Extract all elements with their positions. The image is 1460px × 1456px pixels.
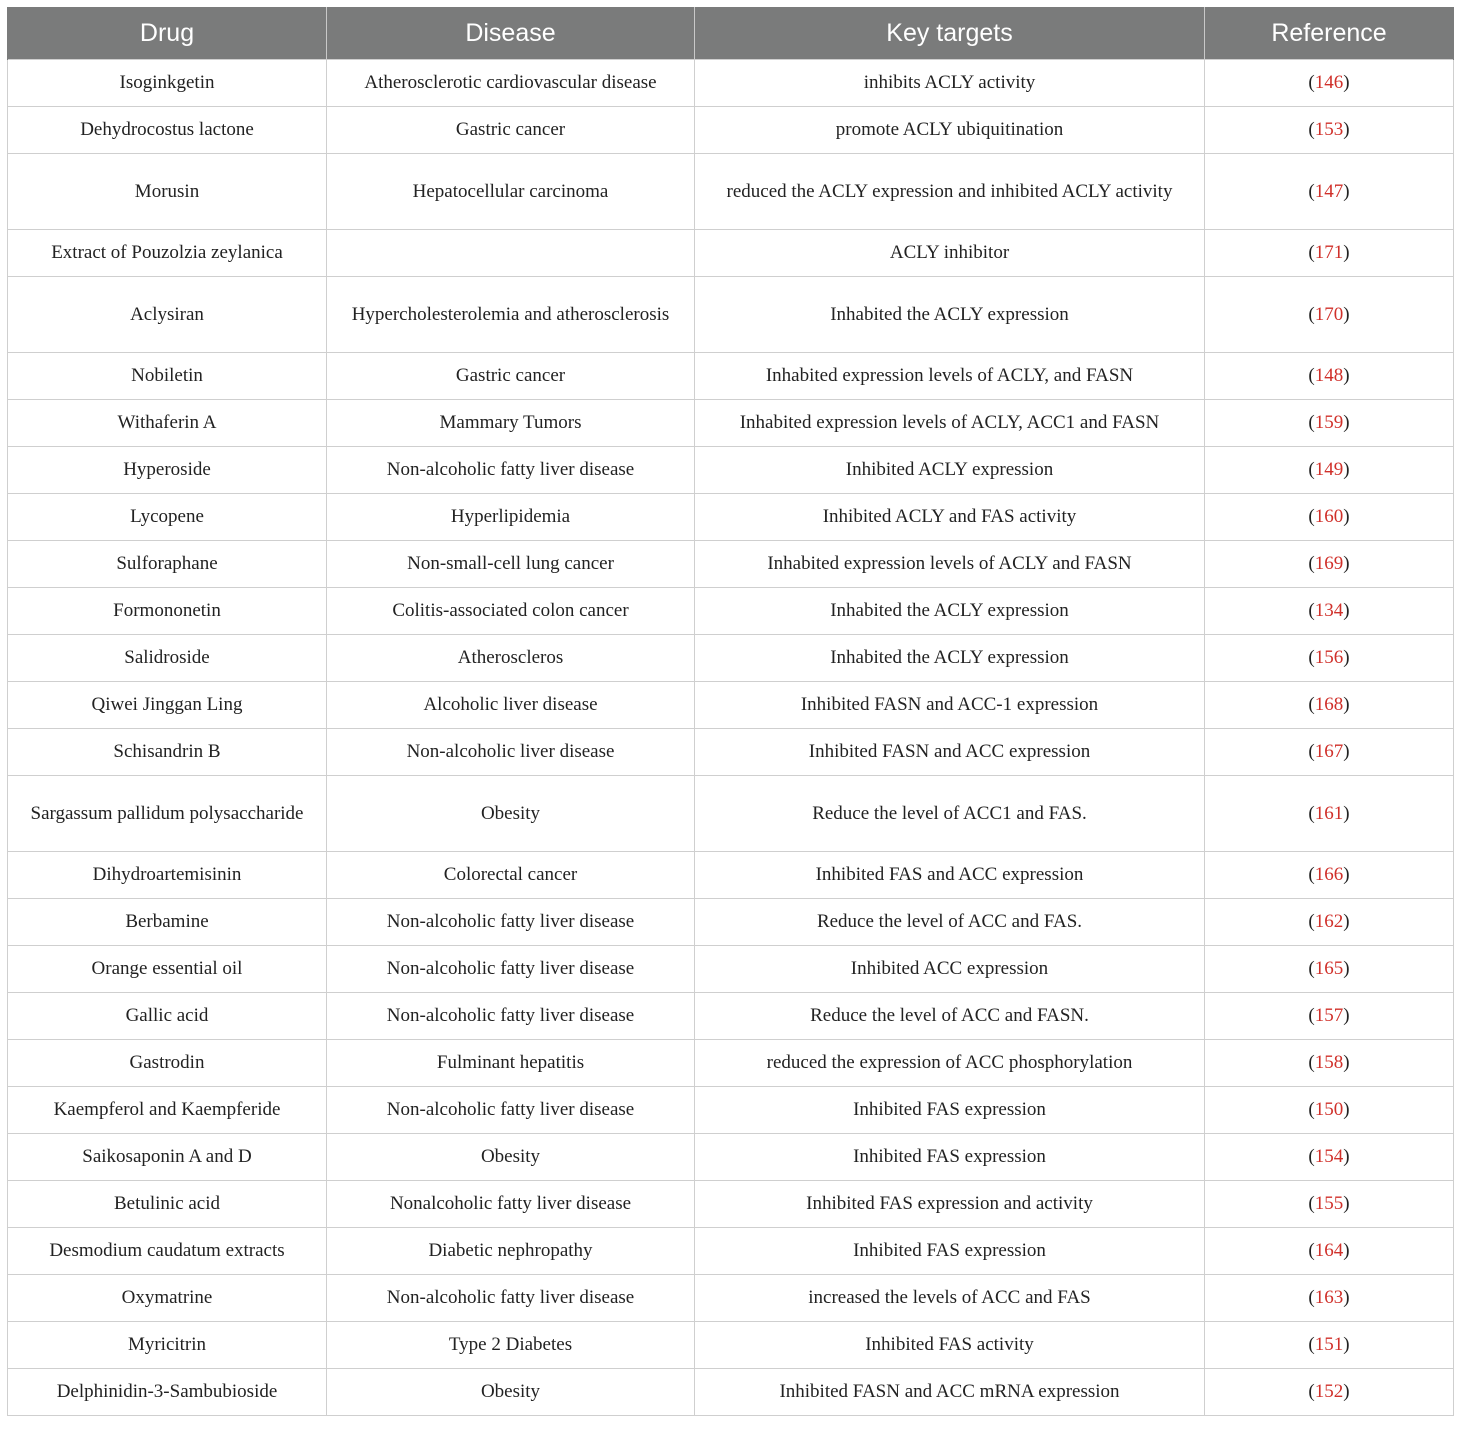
cell-disease: [327, 230, 695, 277]
reference-link[interactable]: 159: [1314, 412, 1344, 433]
table-row: [8, 682, 1454, 729]
reference-link[interactable]: 153: [1314, 119, 1344, 140]
cell-reference: (152): [1205, 1369, 1454, 1416]
drug-table-container: [7, 7, 1453, 1416]
reference-link[interactable]: 167: [1314, 741, 1344, 762]
cell-drug: Kaempferol and Kaempferide: [8, 1087, 327, 1134]
reference-link[interactable]: 162: [1314, 911, 1344, 932]
cell-key-targets: Inhibited FAS expression: [695, 1228, 1205, 1275]
cell-reference: (157): [1205, 993, 1454, 1040]
cell-reference: (165): [1205, 946, 1454, 993]
cell-reference: (163): [1205, 1275, 1454, 1322]
cell-drug: Betulinic acid: [8, 1181, 327, 1228]
cell-drug: Gastrodin: [8, 1040, 327, 1087]
cell-reference: (146): [1205, 60, 1454, 107]
cell-key-targets: Inhibited FASN and ACC expression: [695, 729, 1205, 776]
reference-link[interactable]: 150: [1314, 1099, 1344, 1120]
cell-key-targets: Reduce the level of ACC and FASN.: [695, 993, 1205, 1040]
cell-drug: Dehydrocostus lactone: [8, 107, 327, 154]
table-row: [8, 1322, 1454, 1369]
table-row: [8, 776, 1454, 852]
cell-key-targets: Inhabited the ACLY expression: [695, 635, 1205, 682]
cell-drug: Sargassum pallidum polysaccharide: [8, 776, 327, 852]
cell-drug: Delphinidin-3-Sambubioside: [8, 1369, 327, 1416]
cell-drug: Isoginkgetin: [8, 60, 327, 107]
header-disease: Disease: [327, 7, 695, 60]
reference-link[interactable]: 148: [1314, 365, 1344, 386]
reference-link[interactable]: 164: [1314, 1240, 1344, 1261]
cell-disease: Non-alcoholic fatty liver disease: [327, 993, 695, 1040]
cell-disease: Hyperlipidemia: [327, 494, 695, 541]
cell-reference: (149): [1205, 447, 1454, 494]
cell-drug: Withaferin A: [8, 400, 327, 447]
table-row: [8, 107, 1454, 154]
table-row: [8, 729, 1454, 776]
cell-disease: Diabetic nephropathy: [327, 1228, 695, 1275]
header-row: [8, 7, 1454, 60]
cell-reference: (171): [1205, 230, 1454, 277]
cell-reference: (164): [1205, 1228, 1454, 1275]
cell-key-targets: inhibits ACLY activity: [695, 60, 1205, 107]
table-row: [8, 230, 1454, 277]
cell-disease: Colitis-associated colon cancer: [327, 588, 695, 635]
cell-key-targets: Inhibited FAS expression: [695, 1134, 1205, 1181]
cell-disease: Non-alcoholic fatty liver disease: [327, 447, 695, 494]
table-row: [8, 1369, 1454, 1416]
table-row: [8, 154, 1454, 230]
cell-drug: Morusin: [8, 154, 327, 230]
cell-key-targets: Reduce the level of ACC and FAS.: [695, 899, 1205, 946]
reference-link[interactable]: 149: [1314, 459, 1344, 480]
cell-key-targets: Inhibited FASN and ACC-1 expression: [695, 682, 1205, 729]
cell-key-targets: Inhibited ACLY expression: [695, 447, 1205, 494]
table-header: [8, 7, 1454, 60]
cell-disease: Alcoholic liver disease: [327, 682, 695, 729]
cell-drug: Extract of Pouzolzia zeylanica: [8, 230, 327, 277]
reference-link[interactable]: 152: [1314, 1381, 1344, 1402]
cell-reference: (169): [1205, 541, 1454, 588]
drug-table: [7, 7, 1454, 1416]
cell-disease: Non-alcoholic fatty liver disease: [327, 1275, 695, 1322]
reference-link[interactable]: 166: [1314, 864, 1344, 885]
cell-reference: (168): [1205, 682, 1454, 729]
table-body: [8, 60, 1454, 1416]
cell-reference: (148): [1205, 353, 1454, 400]
cell-reference: (167): [1205, 729, 1454, 776]
reference-link[interactable]: 168: [1314, 694, 1344, 715]
cell-disease: Hypercholesterolemia and atherosclerosis: [327, 277, 695, 353]
reference-link[interactable]: 165: [1314, 958, 1344, 979]
cell-reference: (156): [1205, 635, 1454, 682]
cell-disease: Colorectal cancer: [327, 852, 695, 899]
table-row: [8, 447, 1454, 494]
cell-reference: (158): [1205, 1040, 1454, 1087]
cell-key-targets: reduced the expression of ACC phosphorylation: [695, 1040, 1205, 1087]
cell-disease: Atheroscleros: [327, 635, 695, 682]
cell-reference: (162): [1205, 899, 1454, 946]
cell-key-targets: increased the levels of ACC and FAS: [695, 1275, 1205, 1322]
cell-key-targets: Inhabited expression levels of ACLY, ACC1 and FASN: [695, 400, 1205, 447]
table-row: [8, 1275, 1454, 1322]
table-row: [8, 1087, 1454, 1134]
table-row: [8, 277, 1454, 353]
table-row: [8, 1040, 1454, 1087]
reference-link[interactable]: 134: [1314, 600, 1344, 621]
reference-link[interactable]: 169: [1314, 553, 1344, 574]
cell-drug: Qiwei Jinggan Ling: [8, 682, 327, 729]
cell-key-targets: Inhibited FAS expression: [695, 1087, 1205, 1134]
table-row: [8, 400, 1454, 447]
header-key-targets: Key targets: [695, 7, 1205, 60]
reference-link[interactable]: 154: [1314, 1146, 1344, 1167]
table-row: [8, 946, 1454, 993]
cell-reference: (151): [1205, 1322, 1454, 1369]
reference-link[interactable]: 157: [1314, 1005, 1344, 1026]
cell-key-targets: Inhabited expression levels of ACLY, and FASN: [695, 353, 1205, 400]
cell-disease: Nonalcoholic fatty liver disease: [327, 1181, 695, 1228]
cell-disease: Obesity: [327, 1134, 695, 1181]
table-row: [8, 494, 1454, 541]
cell-reference: (170): [1205, 277, 1454, 353]
cell-key-targets: Reduce the level of ACC1 and FAS.: [695, 776, 1205, 852]
table-row: [8, 353, 1454, 400]
reference-link[interactable]: 170: [1314, 303, 1344, 325]
cell-key-targets: Inhibited FASN and ACC mRNA expression: [695, 1369, 1205, 1416]
cell-reference: (155): [1205, 1181, 1454, 1228]
cell-disease: Mammary Tumors: [327, 400, 695, 447]
reference-link[interactable]: 155: [1314, 1193, 1344, 1214]
cell-reference: (159): [1205, 400, 1454, 447]
cell-key-targets: promote ACLY ubiquitination: [695, 107, 1205, 154]
table-row: [8, 993, 1454, 1040]
cell-reference: (154): [1205, 1134, 1454, 1181]
cell-disease: Atherosclerotic cardiovascular disease: [327, 60, 695, 107]
reference-link[interactable]: 146: [1314, 72, 1344, 93]
cell-reference: (147): [1205, 154, 1454, 230]
cell-drug: Aclysiran: [8, 277, 327, 353]
table-row: [8, 1181, 1454, 1228]
cell-key-targets: Inhabited the ACLY expression: [695, 277, 1205, 353]
cell-drug: Berbamine: [8, 899, 327, 946]
cell-disease: Non-alcoholic fatty liver disease: [327, 1087, 695, 1134]
table-row: [8, 588, 1454, 635]
cell-drug: Saikosaponin A and D: [8, 1134, 327, 1181]
cell-drug: Myricitrin: [8, 1322, 327, 1369]
reference-link[interactable]: 161: [1314, 802, 1344, 824]
cell-drug: Gallic acid: [8, 993, 327, 1040]
cell-reference: (150): [1205, 1087, 1454, 1134]
cell-disease: Obesity: [327, 1369, 695, 1416]
table-row: [8, 1134, 1454, 1181]
cell-drug: Dihydroartemisinin: [8, 852, 327, 899]
cell-reference: (134): [1205, 588, 1454, 635]
cell-key-targets: ACLY inhibitor: [695, 230, 1205, 277]
cell-drug: Nobiletin: [8, 353, 327, 400]
cell-reference: (160): [1205, 494, 1454, 541]
table-row: [8, 852, 1454, 899]
reference-link[interactable]: 156: [1314, 647, 1344, 668]
cell-drug: Hyperoside: [8, 447, 327, 494]
cell-disease: Non-alcoholic fatty liver disease: [327, 899, 695, 946]
reference-link[interactable]: 151: [1314, 1334, 1344, 1355]
cell-drug: Desmodium caudatum extracts: [8, 1228, 327, 1275]
table-row: [8, 899, 1454, 946]
cell-key-targets: Inhibited ACC expression: [695, 946, 1205, 993]
cell-reference: (161): [1205, 776, 1454, 852]
cell-drug: Oxymatrine: [8, 1275, 327, 1322]
reference-link[interactable]: 147: [1314, 180, 1344, 202]
cell-reference: (153): [1205, 107, 1454, 154]
header-reference: Reference: [1205, 7, 1454, 60]
table-row: [8, 635, 1454, 682]
cell-key-targets: Inhabited the ACLY expression: [695, 588, 1205, 635]
table-row: [8, 60, 1454, 107]
cell-key-targets: Inhibited FAS activity: [695, 1322, 1205, 1369]
reference-link[interactable]: 160: [1314, 506, 1344, 527]
cell-drug: Formononetin: [8, 588, 327, 635]
header-drug: Drug: [8, 7, 327, 60]
cell-disease: Non-alcoholic liver disease: [327, 729, 695, 776]
table-row: [8, 1228, 1454, 1275]
cell-key-targets: Inhibited ACLY and FAS activity: [695, 494, 1205, 541]
table-row: [8, 541, 1454, 588]
cell-disease: Hepatocellular carcinoma: [327, 154, 695, 230]
cell-key-targets: Inhabited expression levels of ACLY and FASN: [695, 541, 1205, 588]
cell-key-targets: Inhibited FAS and ACC expression: [695, 852, 1205, 899]
cell-drug: Orange essential oil: [8, 946, 327, 993]
reference-link[interactable]: 171: [1314, 242, 1344, 263]
cell-drug: Salidroside: [8, 635, 327, 682]
cell-drug: Lycopene: [8, 494, 327, 541]
cell-key-targets: reduced the ACLY expression and inhibited ACLY activity: [695, 154, 1205, 230]
reference-link[interactable]: 163: [1314, 1287, 1344, 1308]
cell-drug: Sulforaphane: [8, 541, 327, 588]
cell-disease: Gastric cancer: [327, 353, 695, 400]
cell-disease: Non-small-cell lung cancer: [327, 541, 695, 588]
cell-disease: Gastric cancer: [327, 107, 695, 154]
cell-reference: (166): [1205, 852, 1454, 899]
cell-key-targets: Inhibited FAS expression and activity: [695, 1181, 1205, 1228]
cell-disease: Non-alcoholic fatty liver disease: [327, 946, 695, 993]
cell-disease: Type 2 Diabetes: [327, 1322, 695, 1369]
cell-disease: Obesity: [327, 776, 695, 852]
reference-link[interactable]: 158: [1314, 1052, 1344, 1073]
cell-drug: Schisandrin B: [8, 729, 327, 776]
cell-disease: Fulminant hepatitis: [327, 1040, 695, 1087]
